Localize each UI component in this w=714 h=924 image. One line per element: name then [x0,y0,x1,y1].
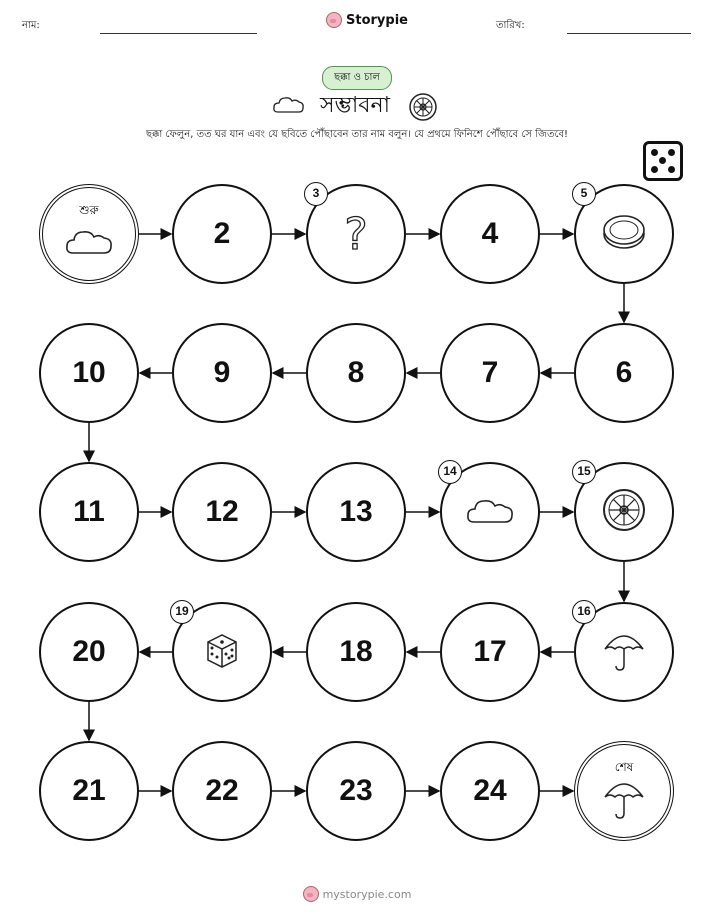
board-cell [172,323,272,423]
cell-number: 6 [615,356,633,389]
cell-number: 7 [481,356,499,389]
cell-number: 12 [205,495,239,528]
coin-icon [601,212,647,256]
cell-number-badge: 15 [572,460,596,484]
board-cell [574,602,674,702]
board-cell [172,741,272,841]
pig-icon [303,886,319,902]
dice-icon [202,630,242,674]
cell-number: 4 [481,217,499,250]
date-label: তারিখ: [496,20,525,31]
page-title: সম্ভাবনা [320,93,391,118]
cell-number: 17 [473,635,507,668]
name-label: নাম: [22,20,40,31]
umbrella-icon [602,775,646,825]
board-cell [574,323,674,423]
board-cell [306,741,406,841]
board-cell [306,602,406,702]
cell-number: 24 [473,774,507,807]
cell-number: 11 [73,495,105,528]
finish-label: শেষ [614,760,634,774]
board-cell [306,323,406,423]
board-cell [440,323,540,423]
start-cell [39,184,139,284]
start-label: শুরু [79,203,99,217]
board-cell [440,602,540,702]
board-cell [172,184,272,284]
cell-number: 13 [339,495,373,528]
question-icon [341,209,371,259]
board-cell [306,462,406,562]
board-cell [39,462,139,562]
footer-url: mystorypie.com [322,887,412,901]
board-cell [440,184,540,284]
umbrella-icon [602,627,646,677]
brand-name: Storypie [346,12,408,28]
board-cell [306,184,406,284]
cell-number-badge: 5 [572,182,596,206]
cell-number-badge: 19 [170,600,194,624]
cell-number-badge: 14 [438,460,462,484]
board-cell [39,741,139,841]
cloud-icon [64,225,114,261]
board-cell [172,462,272,562]
cell-number: 21 [72,774,106,807]
cell-number: 18 [339,635,373,668]
cell-number: 22 [205,774,239,807]
cell-number: 8 [347,356,365,389]
board-cell [39,602,139,702]
cell-number: 9 [213,356,231,389]
footer [0,886,714,902]
wheel-icon [602,488,646,536]
cell-number: 23 [339,774,373,807]
cell-number-badge: 16 [572,600,596,624]
board-cell [39,323,139,423]
instructions: ছক্কা ফেলুন, তত ঘর যান এবং যে ছবিতে পৌঁছাবেন তার নাম বলুন। যে প্রথমে ফিনিশে পৌঁছাবে সে জিতবে! [145,129,569,140]
cell-number: 2 [213,217,231,250]
board-cell [172,602,272,702]
board-cell [574,184,674,284]
svg-text:?: ? [344,209,368,255]
cell-number: 20 [72,635,106,668]
topic-tag: ছক্কা ও চাল [322,66,392,90]
cell-number: 10 [72,356,106,389]
board-cell [440,741,540,841]
cell-number-badge: 3 [304,182,328,206]
board-cell [440,462,540,562]
finish-cell [574,741,674,841]
board-cell [574,462,674,562]
cloud-icon [465,494,515,530]
